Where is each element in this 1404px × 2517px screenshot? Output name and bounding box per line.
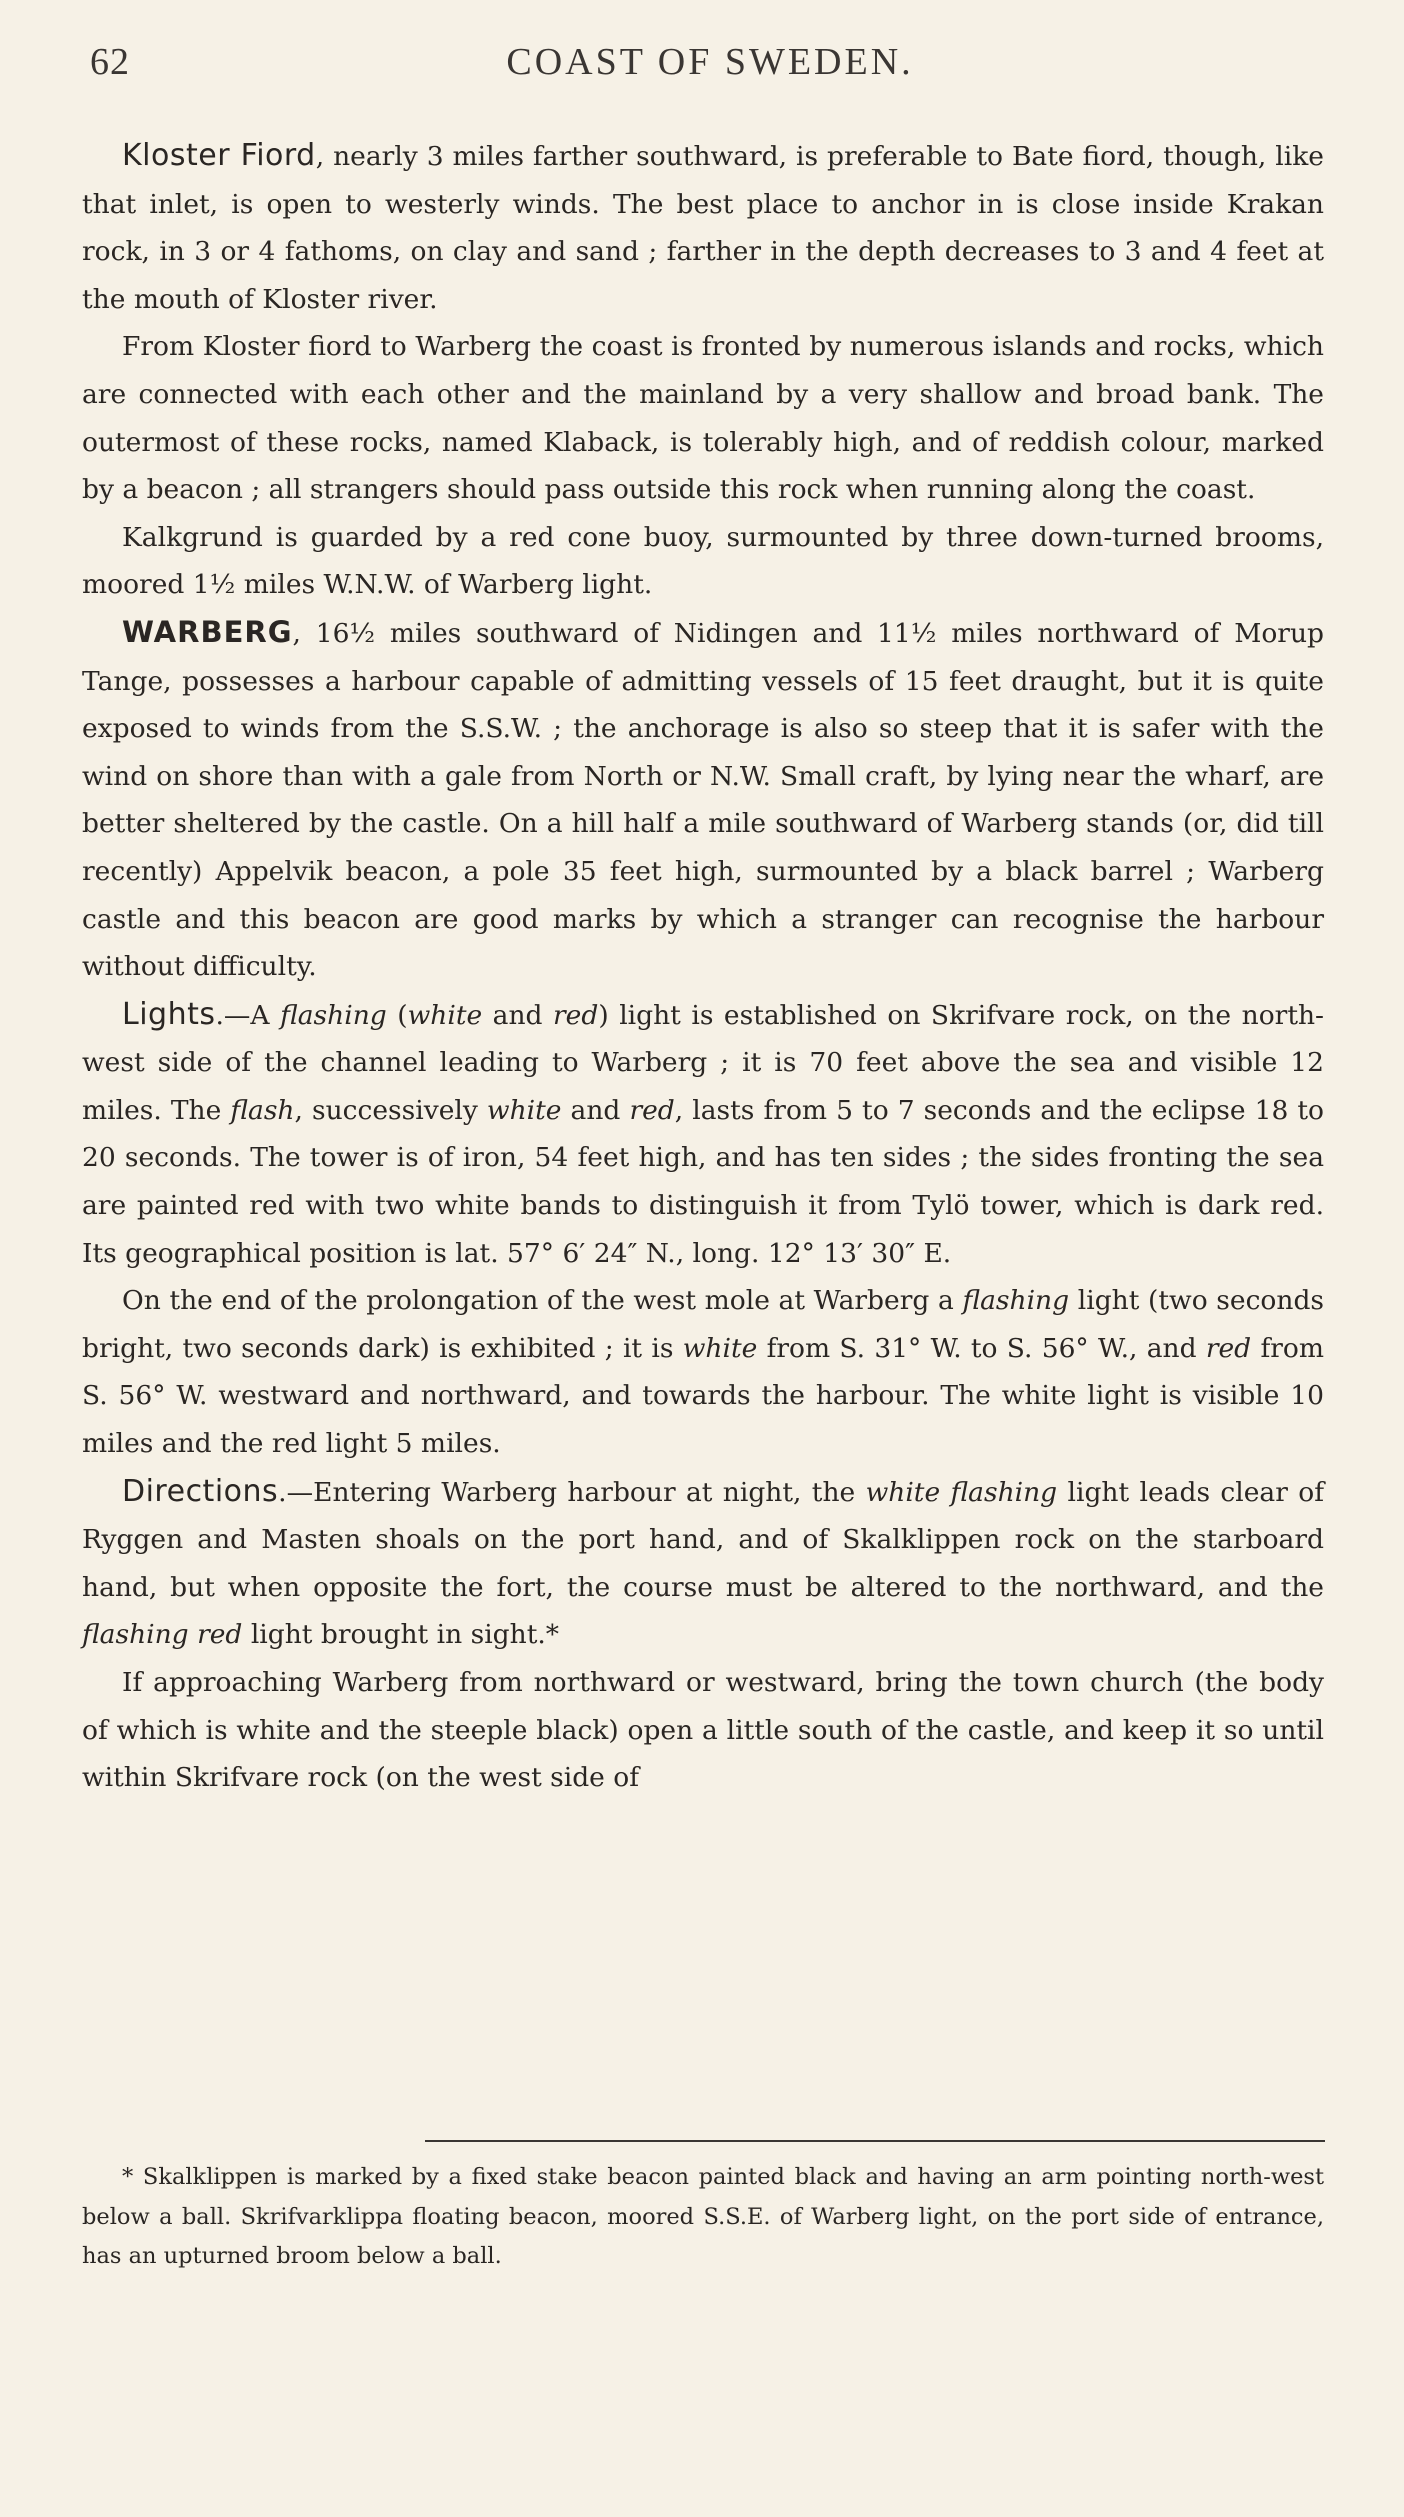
- paragraph-text: , 16½ miles southward of Nidingen and 11½ miles northward of Morup Tange, possesses a harbour capable of admitting vessels of 15 feet draught, but it is quite exposed to winds from the S.S.W. ; the anchorage is also so steep that it is safer with the wind on shore than with a gale from North or N.W. Small craft, by lying near the wharf, are better sheltered by the castle. On a hill half a mile southward of Warberg stands (or, did till recently) Appelvik beacon, a pole 35 feet high, surmounted by a black barrel ; Warberg castle and this beacon are good marks by which a stranger can recognise the harbour without difficulty.: [82, 617, 1324, 983]
- body-text: [82, 132, 1324, 1802]
- footnote-rule: [425, 2140, 1325, 2142]
- text-run: from S. 56° W. westward and northward, and towards the harbour. The white light is visible 10 miles and the red light 5 miles.: [82, 1332, 1325, 1460]
- text-run: light (two seconds bright, two seconds dark) is exhibited ; it is: [82, 1285, 1325, 1364]
- italic-run: white flashing: [865, 1476, 1058, 1508]
- italic-run: flashing: [280, 999, 387, 1031]
- italic-run: flash: [230, 1094, 295, 1126]
- paragraph-text: From Kloster fiord to Warberg the coast is fronted by numerous islands and rocks, which are connected with each other and the mainland by a very shallow and broad bank. The outermost of these rocks, named Klaback, is tolerably high, and of reddish colour, marked by a beacon ; all strangers should pass outside this rock when running along the coast.: [82, 331, 1324, 506]
- text-run: (: [386, 999, 408, 1031]
- paragraph-lead-lights: Lights: [122, 996, 216, 1032]
- text-run: light brought in sight.*: [242, 1619, 560, 1651]
- italic-run: white: [486, 1094, 562, 1126]
- paragraph-lead-directions: Directions: [122, 1473, 279, 1509]
- italic-run: white: [682, 1332, 758, 1364]
- text-run: , successively: [294, 1094, 487, 1126]
- text-run: ) light is established on Skrifvare rock, on the north-west side of the channel leading to Warberg ; it is 70 feet above the sea and visible 12 miles. The: [82, 999, 1324, 1126]
- footnote: * Skalklippen is marked by a fixed stake beacon painted black and having an arm pointing north-west below a ball. Skrifvarklippa floating beacon, moored S.S.E. of Warberg light, on the port side of entrance, has an upturned broom below a ball.: [82, 2164, 1324, 2269]
- paragraph-lead-warberg: WARBERG: [122, 614, 293, 649]
- paragraph-text: If approaching Warberg from northward or westward, bring the town church (the body of which is white and the steeple black) open a little south of the castle, and keep it so until within Skrifvare rock (on the west side of: [82, 1667, 1324, 1794]
- text-run: and: [482, 999, 554, 1031]
- text-run: light leads clear of Ryggen and Masten shoals on the port hand, and of Skalklippen rock on the starboard hand, but when opposite the fort, the course must be altered to the northward, and the: [82, 1476, 1324, 1603]
- text-run: , lasts from 5 to 7 seconds and the eclipse 18 to 20 seconds. The tower is of iron, 54 feet high, and has ten sides ; the sides fronting the sea are painted red with two white bands to distinguish it from Tylö tower, which is dark red. Its geographical position is lat. 57° 6′ 24″ N., long. 12° 13′ 30″ E.: [82, 1094, 1324, 1269]
- text-run: from S. 31° W. to S. 56° W., and: [757, 1332, 1206, 1364]
- italic-run: white: [407, 999, 483, 1031]
- italic-run: red: [553, 999, 599, 1031]
- running-head: COAST OF SWEDEN.: [506, 41, 914, 83]
- paragraph-text: Kalkgrund is guarded by a red cone buoy, surmounted by three down-turned brooms, moored 1½ miles W.N.W. of Warberg light.: [82, 521, 1324, 601]
- paragraph-lead-kloster-fiord: Kloster Fiord: [122, 138, 316, 173]
- text-run: .—A: [215, 999, 281, 1031]
- paragraph-directions: [82, 1468, 1324, 1659]
- paragraph-warberg: [82, 609, 1324, 991]
- paragraph-kloster-to-warberg: [82, 323, 1324, 513]
- paragraph-kalkgrund: [82, 514, 1324, 609]
- italic-run: red: [1205, 1332, 1252, 1364]
- text-run: On the end of the prolongation of the west mole at Warberg a: [122, 1285, 963, 1317]
- paragraph-text: , nearly 3 miles farther southward, is preferable to Bate fiord, though, like that inlet, is open to westerly winds. The best place to anchor in is close inside Krakan rock, in 3 or 4 fathoms, on clay and sand ; farther in the depth decreases to 3 and 4 feet at the mouth of Kloster river.: [82, 141, 1324, 315]
- page-number: 62: [90, 41, 130, 83]
- text-run: and: [561, 1094, 630, 1126]
- paragraph-approaching: [82, 1659, 1324, 1802]
- text-run: .—Entering Warberg harbour at night, the: [278, 1476, 866, 1508]
- paragraph-kloster-fiord: [82, 132, 1324, 323]
- italic-run: red: [629, 1094, 675, 1126]
- paragraph-west-mole-light: [82, 1277, 1324, 1467]
- italic-run: flashing: [962, 1285, 1070, 1317]
- paragraph-lights: [82, 991, 1324, 1278]
- italic-run: flashing red: [82, 1619, 243, 1651]
- page-header: [90, 40, 1330, 100]
